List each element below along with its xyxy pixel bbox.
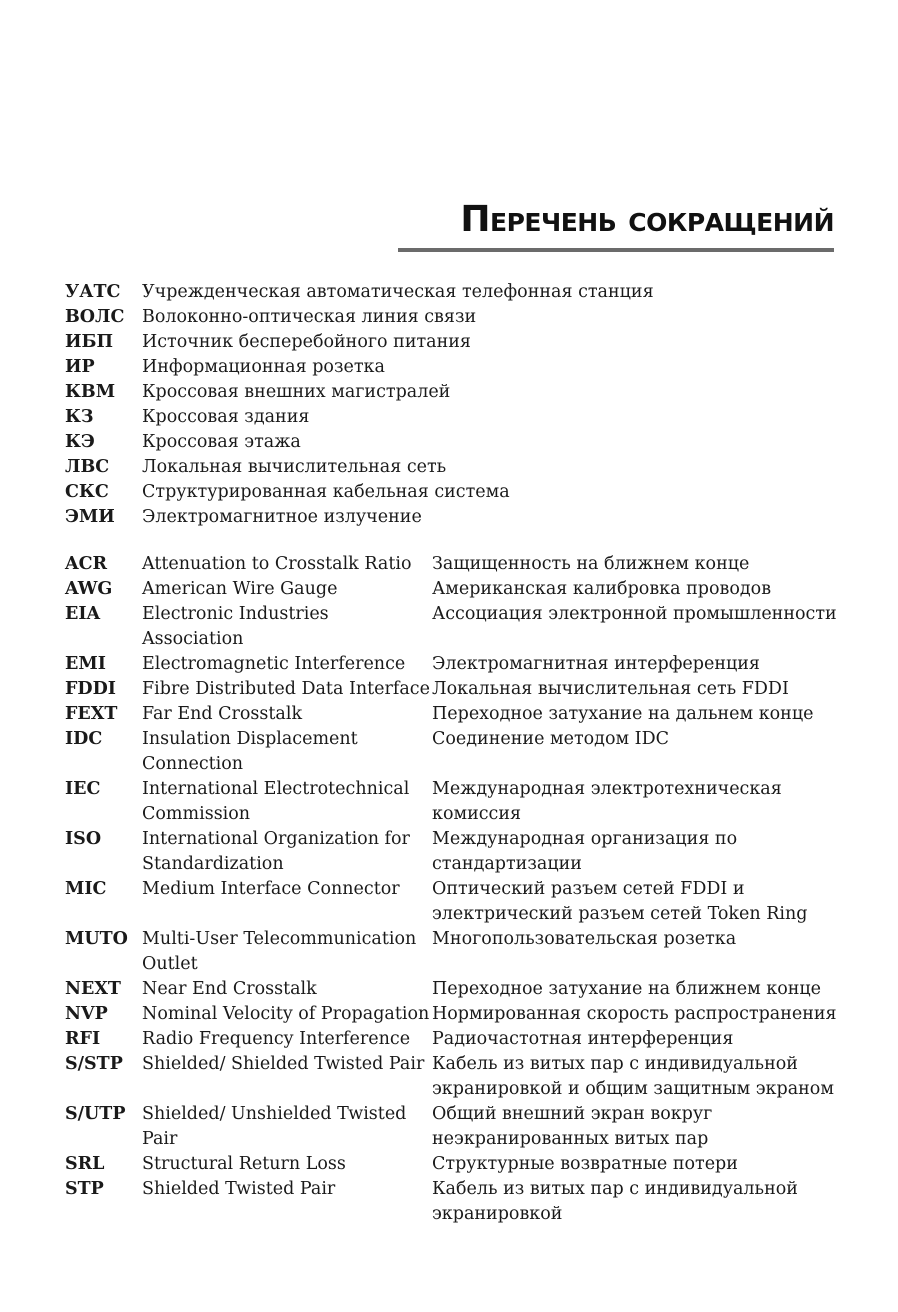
abbreviation-description: Кроссовая этажа (142, 432, 301, 452)
abbreviation: ЛВС (65, 457, 110, 477)
english-expansion: Shielded/ Shielded Twisted Pair (142, 1054, 425, 1074)
russian-abbreviation-list (65, 280, 654, 530)
russian-translation: Многопользовательская розетка (432, 929, 737, 949)
english-expansion: Multi-User Telecommunication Outlet (142, 929, 417, 974)
abbreviation: ИБП (65, 332, 114, 352)
russian-translation: Переходное затухание на ближнем конце (432, 979, 821, 999)
abbreviation: NVP (65, 1004, 108, 1024)
abbreviation: КЗ (65, 407, 94, 427)
abbreviation-description: Локальная вычислительная сеть (142, 457, 447, 477)
russian-translation: Американская калибровка проводов (432, 579, 772, 599)
abbreviation: NEXT (65, 979, 121, 999)
russian-translation: Нормированная скорость распространения (432, 1004, 837, 1024)
abbreviation-row (65, 430, 654, 455)
abbreviation: FDDI (65, 679, 116, 699)
russian-translation: Международная электротехническая комиссия (432, 779, 782, 824)
abbreviation-description: Волоконно-оптическая линия связи (142, 307, 477, 327)
russian-translation: Кабель из витых пар с индивидуальной экранировкой (432, 1179, 798, 1224)
russian-translation: Соединение методом IDC (432, 729, 669, 749)
english-expansion: Radio Frequency Interference (142, 1029, 411, 1049)
abbreviation-row (65, 677, 852, 702)
russian-translation: Электромагнитная интерференция (432, 654, 760, 674)
abbreviation-row (65, 552, 852, 577)
abbreviation-row (65, 877, 852, 927)
english-expansion: International Electrotechnical Commission (142, 779, 410, 824)
english-expansion: Insulation Displacement Connection (142, 729, 358, 774)
abbreviation-row (65, 480, 654, 505)
abbreviation: ACR (65, 554, 108, 574)
abbreviation: MIC (65, 879, 107, 899)
abbreviation: IDC (65, 729, 103, 749)
russian-translation: Структурные возвратные потери (432, 1154, 738, 1174)
english-expansion: Structural Return Loss (142, 1154, 346, 1174)
abbreviation-description: Информационная розетка (142, 357, 385, 377)
english-expansion: Attenuation to Crosstalk Ratio (142, 554, 412, 574)
abbreviation: STP (65, 1179, 104, 1199)
abbreviation: S/STP (65, 1054, 123, 1074)
title-underline (398, 248, 834, 252)
russian-translation: Кабель из витых пар с индивидуальной экранировкой и общим защитным экраном (432, 1054, 834, 1099)
english-expansion: International Organization for Standardization (142, 829, 410, 874)
abbreviation-description: Кроссовая внешних магистралей (142, 382, 451, 402)
english-expansion: Medium Interface Connector (142, 879, 400, 899)
abbreviation: ВОЛС (65, 307, 125, 327)
russian-translation: Локальная вычислительная сеть FDDI (432, 679, 789, 699)
abbreviation-row (65, 977, 852, 1002)
abbreviation-row (65, 602, 852, 652)
abbreviation-description: Учрежденческая автоматическая телефонная станция (142, 282, 654, 302)
abbreviation-row (65, 405, 654, 430)
abbreviation-row (65, 505, 654, 530)
abbreviation-description: Кроссовая здания (142, 407, 310, 427)
russian-translation: Переходное затухание на дальнем конце (432, 704, 814, 724)
title-block (398, 198, 834, 252)
abbreviation: IEC (65, 779, 101, 799)
abbreviation: СКС (65, 482, 109, 502)
english-expansion: American Wire Gauge (142, 579, 338, 599)
russian-translation: Защищенность на ближнем конце (432, 554, 750, 574)
abbreviation-description: Электромагнитное излучение (142, 507, 422, 527)
abbreviation: SRL (65, 1154, 105, 1174)
abbreviation: EMI (65, 654, 106, 674)
abbreviation: ISO (65, 829, 102, 849)
abbreviation-row (65, 727, 852, 777)
abbreviation-description: Источник бесперебойного питания (142, 332, 471, 352)
russian-translation: Общий внешний экран вокруг неэкранированных витых пар (432, 1104, 713, 1149)
english-expansion: Electronic Industries Association (142, 604, 329, 649)
abbreviation: FEXT (65, 704, 118, 724)
abbreviation-row (65, 827, 852, 877)
abbreviation-row (65, 777, 852, 827)
abbreviation: КЭ (65, 432, 95, 452)
abbreviation-row (65, 927, 852, 977)
abbreviation: MUTO (65, 929, 128, 949)
page-title: Перечень сокращений (460, 199, 834, 240)
abbreviation: S/UTP (65, 1104, 126, 1124)
abbreviation-row (65, 355, 654, 380)
english-expansion: Far End Crosstalk (142, 704, 303, 724)
abbreviation: AWG (65, 579, 113, 599)
abbreviation: ИР (65, 357, 95, 377)
russian-translation: Оптический разъем сетей FDDI и электрический разъем сетей Token Ring (432, 879, 808, 924)
english-expansion: Electromagnetic Interference (142, 654, 406, 674)
abbreviation-row (65, 380, 654, 405)
english-expansion: Shielded Twisted Pair (142, 1179, 336, 1199)
abbreviation-row (65, 280, 654, 305)
abbreviation: EIA (65, 604, 101, 624)
russian-translation: Международная организация по стандартизации (432, 829, 738, 874)
abbreviation: КВМ (65, 382, 116, 402)
abbreviation-row (65, 702, 852, 727)
english-expansion: Shielded/ Unshielded Twisted Pair (142, 1104, 407, 1149)
abbreviation: УАТС (65, 282, 121, 302)
abbreviation-row (65, 1152, 852, 1177)
abbreviation: RFI (65, 1029, 101, 1049)
russian-translation: Ассоциация электронной промышленности (432, 604, 837, 624)
abbreviation-row (65, 577, 852, 602)
abbreviation-row (65, 1052, 852, 1102)
abbreviation-row (65, 455, 654, 480)
english-expansion: Nominal Velocity of Propagation (142, 1004, 430, 1024)
abbreviation-row (65, 1002, 852, 1027)
abbreviation-row (65, 1027, 852, 1052)
abbreviation-row (65, 652, 852, 677)
russian-translation: Радиочастотная интерференция (432, 1029, 734, 1049)
abbreviation-row (65, 330, 654, 355)
abbreviation-row (65, 1102, 852, 1152)
abbreviation: ЭМИ (65, 507, 115, 527)
english-expansion: Fibre Distributed Data Interface (142, 679, 430, 699)
english-abbreviation-list (65, 552, 852, 1227)
english-expansion: Near End Crosstalk (142, 979, 317, 999)
abbreviation-row (65, 305, 654, 330)
abbreviation-row (65, 1177, 852, 1227)
abbreviation-description: Структурированная кабельная система (142, 482, 510, 502)
